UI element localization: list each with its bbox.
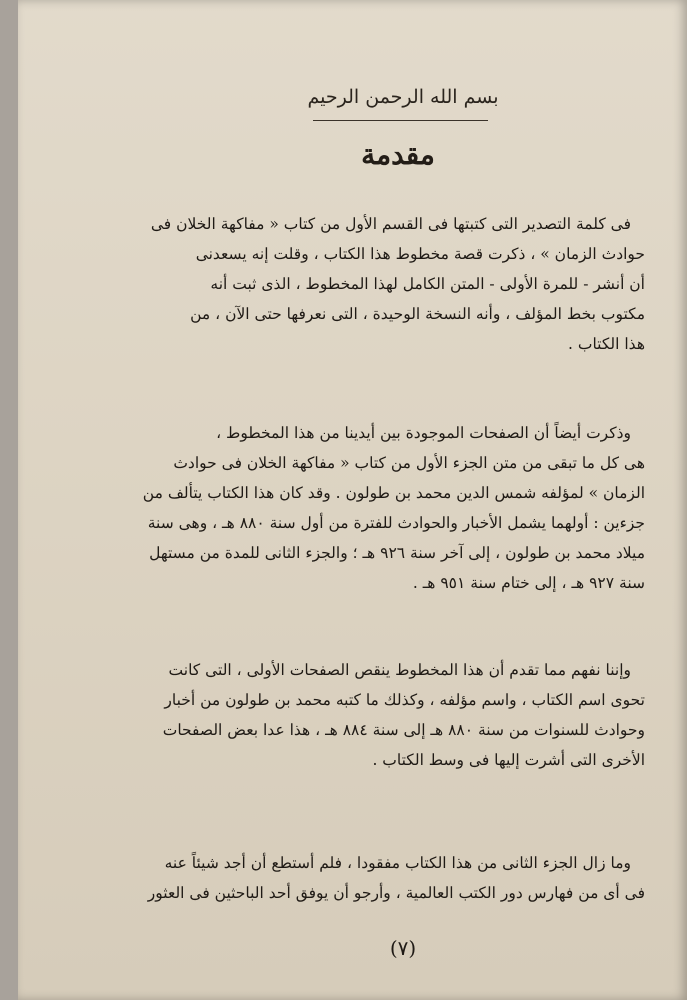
text-line: جزءين : أولهما يشمل الأخبار والحوادث للفترة من أول سنة ٨٨٠ هـ ، وهى سنة [147,514,645,532]
text-line: وحوادث للسنوات من سنة ٨٨٠ هـ إلى سنة ٨٨٤ هـ ، هذا عدا بعض الصفحات [162,721,645,739]
text-line: أن أنشر - للمرة الأولى - المتن الكامل لهذا المخطوط ، الذى ثبت أنه [210,275,645,293]
page-number: (٧) [389,936,417,960]
paragraph-1 [85,209,645,359]
text-line: تحوى اسم الكتاب ، واسم مؤلفه ، وكذلك ما كتبه محمد بن طولون من أخبار [164,691,645,709]
text-line: مكتوب بخط المؤلف ، وأنه النسخة الوحيدة ، التى نعرفها حتى الآن ، من [190,305,645,323]
text-line: الأخرى التى أشرت إليها فى وسط الكتاب . [372,751,645,769]
basmala-header: بسم الله الرحمن الرحيم [307,86,499,108]
text-line: الزمان » لمؤلفه شمس الدين محمد بن طولون . وقد كان هذا الكتاب يتألف من [142,484,645,502]
book-page [18,0,687,1000]
paragraph-4 [85,848,645,908]
text-line: وذكرت أيضاً أن الصفحات الموجودة بين أيدينا من هذا المخطوط ، [216,424,631,442]
paragraph-3 [85,655,645,775]
page-title: مقدمة [361,138,435,171]
text-line: هى كل ما تبقى من متن الجزء الأول من كتاب « مفاكهة الخلان فى حوادث [173,454,645,472]
text-line: هذا الكتاب . [568,335,645,353]
text-line: وما زال الجزء الثانى من هذا الكتاب مفقودا ، فلم أستطع أن أجد شيئاً عنه [164,854,631,872]
text-line: وإننا نفهم مما تقدم أن هذا المخطوط ينقص الصفحات الأولى ، التى كانت [168,661,631,679]
text-line: حوادث الزمان » ، ذكرت قصة مخطوط هذا الكتاب ، وقلت إنه يسعدنى [195,245,645,263]
text-line: فى أى من فهارس دور الكتب العالمية ، وأرجو أن يوفق أحد الباحثين فى العثور [147,884,645,902]
text-line: ميلاد محمد بن طولون ، إلى آخر سنة ٩٢٦ هـ ؛ والجزء الثانى للمدة من مستهل [149,544,645,562]
paragraph-2 [85,418,645,598]
text-line: فى كلمة التصدير التى كتبتها فى القسم الأول من كتاب « مفاكهة الخلان فى [150,215,631,233]
basmala-underline [313,120,488,121]
text-line: سنة ٩٢٧ هـ ، إلى ختام سنة ٩٥١ هـ . [412,574,645,592]
